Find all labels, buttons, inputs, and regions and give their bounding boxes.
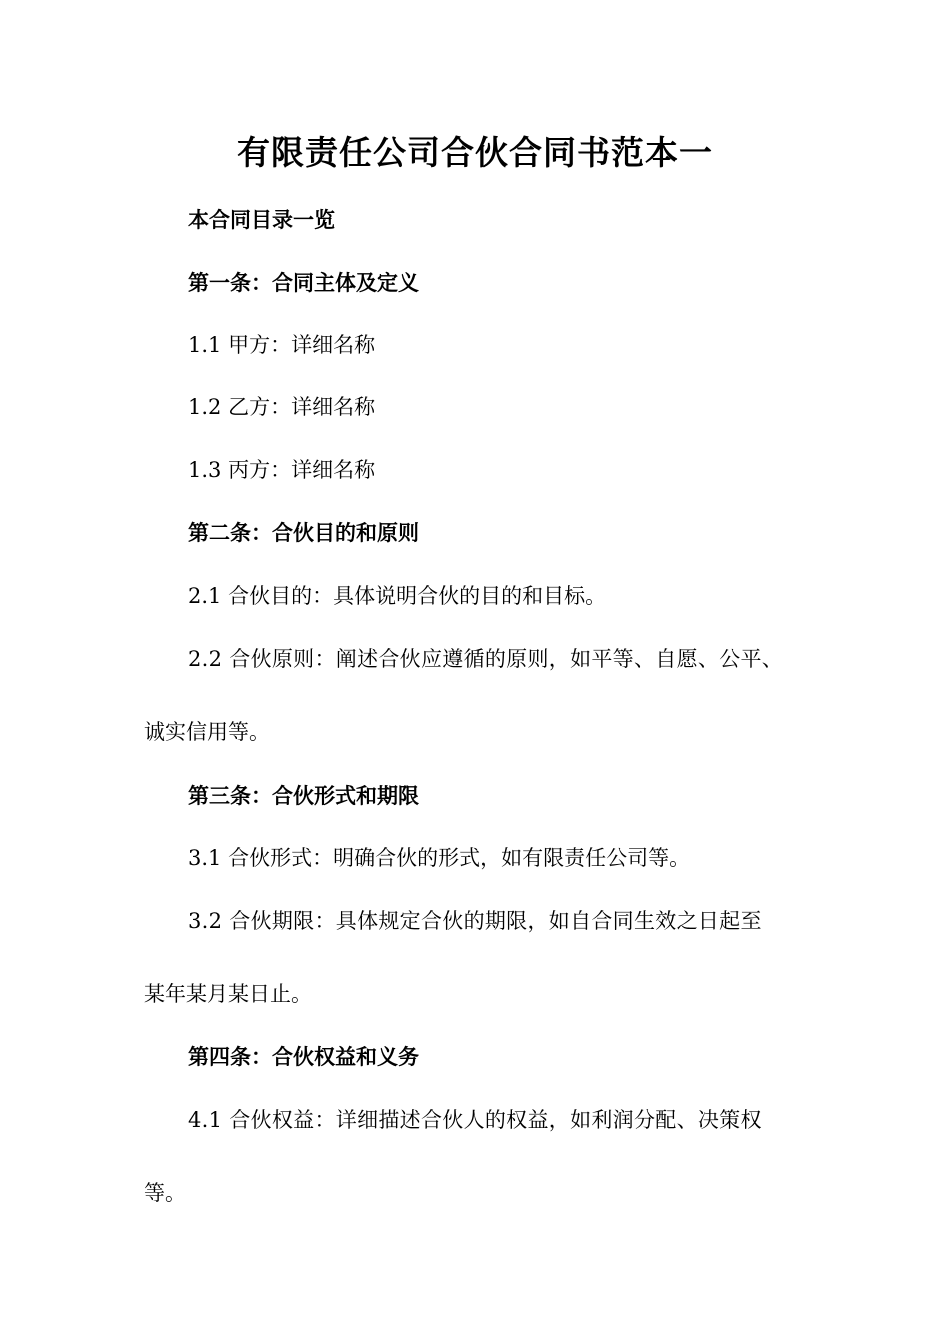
article3-item-2-line2: 某年某月某日止。 <box>144 982 312 1006</box>
article2-item-1: 2.1 合伙目的：具体说明合伙的目的和目标。 <box>188 584 607 608</box>
article3-item-2 <box>144 906 830 1009</box>
article2-item-2-line1: 2.2 合伙原则：阐述合伙应遵循的原则，如平等、自愿、公平、 <box>188 647 784 671</box>
document-title: 有限责任公司合伙合同书范本一 <box>237 133 713 172</box>
article3-item-2-line1: 3.2 合伙期限：具体规定合伙的期限，如自合同生效之日起至 <box>188 909 762 933</box>
article2-item-2-line2: 诚实信用等。 <box>144 720 270 744</box>
toc-heading: 本合同目录一览 <box>188 208 335 232</box>
article4-heading: 第四条：合伙权益和义务 <box>188 1045 419 1069</box>
article1-heading: 第一条：合同主体及定义 <box>188 271 419 295</box>
article4-item-1 <box>144 1105 830 1208</box>
article1-item-1: 1.1 甲方：详细名称 <box>188 333 376 357</box>
article3-item-1: 3.1 合伙形式：明确合伙的形式，如有限责任公司等。 <box>188 846 691 870</box>
article2-heading: 第二条：合伙目的和原则 <box>188 521 419 545</box>
article4-item-1-line1: 4.1 合伙权益：详细描述合伙人的权益，如利润分配、决策权 <box>188 1108 762 1132</box>
article3-heading: 第三条：合伙形式和期限 <box>188 784 419 808</box>
article1-item-2: 1.2 乙方：详细名称 <box>188 395 376 419</box>
article2-item-2 <box>144 644 830 747</box>
article4-item-1-line2: 等。 <box>144 1181 186 1205</box>
article1-item-3: 1.3 丙方：详细名称 <box>188 458 376 482</box>
